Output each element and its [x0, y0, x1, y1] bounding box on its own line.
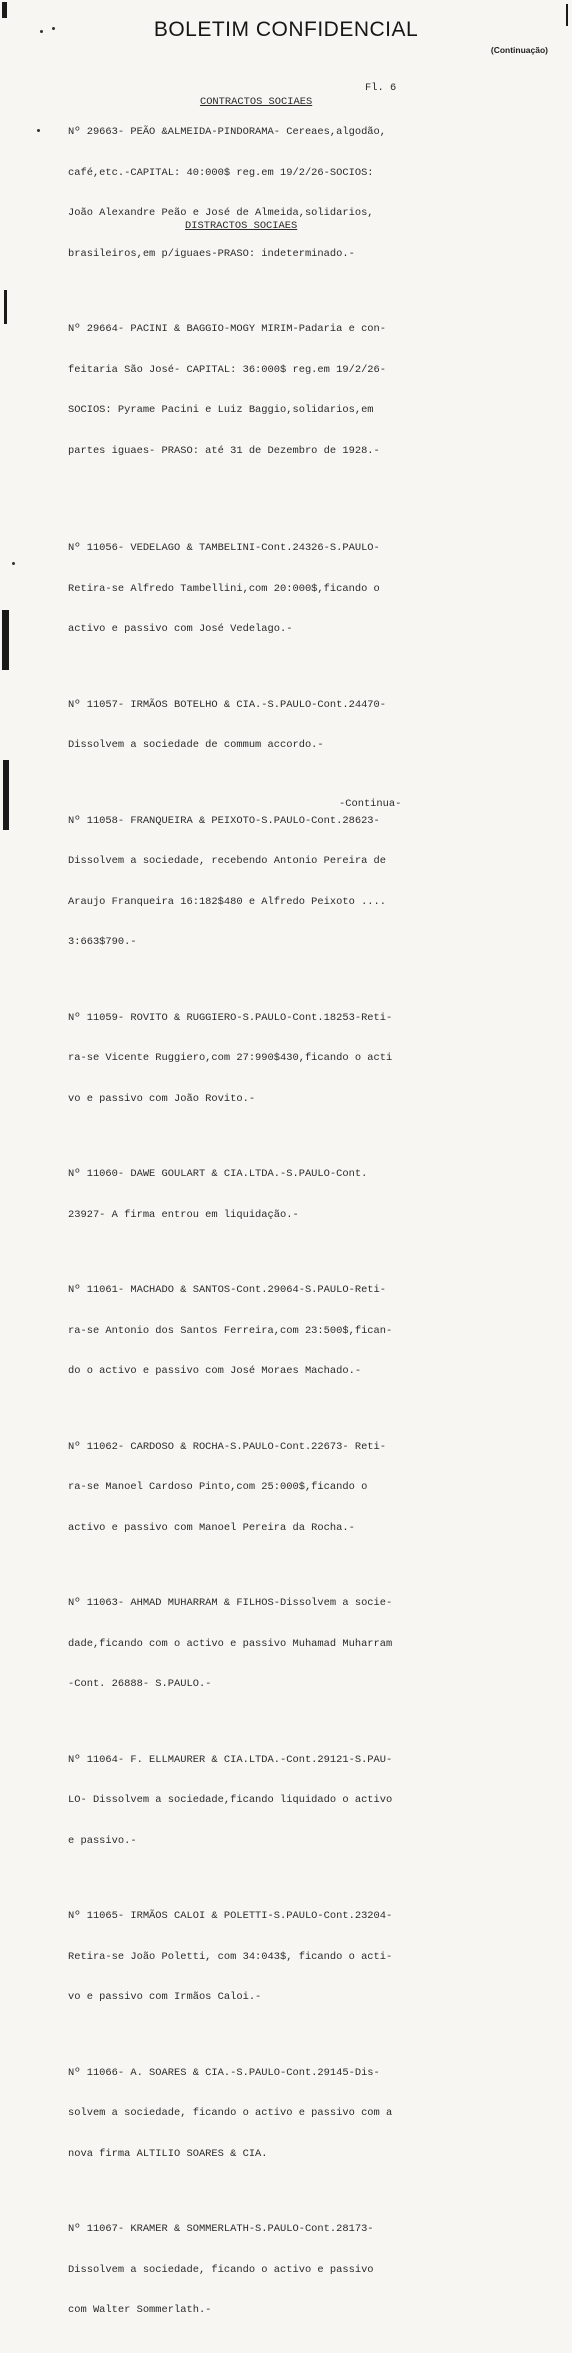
- distract-entry: [68, 788, 548, 977]
- entry-line: Nº 11063- AHMAD MUHARRAM & FILHOS-Dissolvem a socie-: [68, 1597, 393, 1609]
- entry-line: brasileiros,em p/iguaes-PRASO: indeterminado.-: [68, 247, 355, 260]
- distract-entry: [68, 515, 548, 664]
- entry-line: activo e passivo com Manoel Pereira da Rocha.-: [68, 1521, 355, 1534]
- entry-line: feitaria São José- CAPITAL: 36:000$ reg.em 19/2/26-: [68, 363, 387, 376]
- entry-line: do o activo e passivo com José Moraes Machado.-: [68, 1365, 362, 1377]
- entry-line: Dissolvem a sociedade, ficando o activo e passivo: [68, 2263, 374, 2276]
- scan-mark: [4, 290, 7, 324]
- entry-line: Nº 11065- IRMÃOS CALOI & POLETTI-S.PAULO-Cont.23204-: [68, 1910, 393, 1922]
- entry-line: Dissolvem a sociedade, recebendo Antonio Pereira de: [68, 855, 387, 867]
- entry-line: Nº 11060- DAWE GOULART & CIA.LTDA.-S.PAULO-Cont.: [68, 1168, 368, 1180]
- document-body: [68, 99, 548, 2353]
- entry-line: 23927- A firma entrou em liquidação.-: [68, 1208, 299, 1221]
- scan-speck: [37, 129, 40, 132]
- entry-line: Nº 11058- FRANQUEIRA & PEIXOTO-S.PAULO-Cont.28623-: [68, 814, 380, 827]
- scan-speck: [52, 27, 55, 30]
- entry-line: nova firma ALTILIO SOARES & CIA.: [68, 2147, 268, 2160]
- entry-line: Nº 11062- CARDOSO & ROCHA-S.PAULO-Cont.22673- Reti-: [68, 1440, 387, 1453]
- entry-line: partes iguaes- PRASO: até 31 de Dezembro de 1928.-: [68, 444, 380, 457]
- distract-entry: [68, 2196, 548, 2345]
- entry-line: SOCIOS: Pyrame Pacini e Luiz Baggio,solidarios,em: [68, 404, 374, 416]
- entry-line: ra-se Vicente Ruggiero,com 27:990$430,ficando o acti: [68, 1052, 393, 1064]
- entry-line: 3:663$790.-: [68, 936, 137, 948]
- entry-line: com Walter Sommerlath.-: [68, 2304, 212, 2316]
- entry-line: -Cont. 26888- S.PAULO.-: [68, 1678, 212, 1690]
- scan-mark: [566, 4, 568, 26]
- entry-line: activo e passivo com José Vedelago.-: [68, 623, 293, 635]
- scan-mark: [2, 610, 9, 670]
- entry-line: Nº 11066- A. SOARES & CIA.-S.PAULO-Cont.29145-Dis-: [68, 2066, 380, 2079]
- distract-entry: [68, 1141, 548, 1249]
- scan-mark: [3, 760, 9, 830]
- entry-line: Retira-se Alfredo Tambellini,com 20:000$,ficando o: [68, 582, 380, 595]
- entry-line: Nº 11057- IRMÃOS BOTELHO & CIA.-S.PAULO-Cont.24470-: [68, 698, 387, 711]
- entry-line: Nº 11059- ROVITO & RUGGIERO-S.PAULO-Cont.18253-Reti-: [68, 1011, 393, 1024]
- page-title: BOLETIM CONFIDENCIAL: [153, 18, 419, 41]
- entry-line: Nº 11061- MACHADO & SANTOS-Cont.29064-S.PAULO-Reti-: [68, 1284, 387, 1296]
- section-heading-distractos: DISTRACTOS SOCIAES: [185, 220, 298, 232]
- entry-line: solvem a sociedade, ficando o activo e passivo com a: [68, 2107, 393, 2119]
- distract-entry: [68, 1257, 548, 1406]
- distract-entry: [68, 1883, 548, 2032]
- continuation-label: (Continuação): [490, 45, 548, 55]
- entry-line: dade,ficando com o activo e passivo Muhamad Muharram: [68, 1637, 393, 1650]
- distract-entry: [68, 1727, 548, 1876]
- distract-entry: [68, 1414, 548, 1563]
- entry-line: ra-se Manoel Cardoso Pinto,com 25:000$,ficando o: [68, 1481, 368, 1493]
- entry-line: Dissolvem a sociedade de commum accordo.-: [68, 739, 324, 751]
- distract-entry: [68, 2040, 548, 2189]
- entry-line: Nº 29664- PACINI & BAGGIO-MOGY MIRIM-Padaria e con-: [68, 323, 387, 335]
- scan-speck: [12, 562, 15, 565]
- distract-entry: [68, 672, 548, 780]
- entry-line: e passivo.-: [68, 1834, 137, 1847]
- scan-mark: [2, 2, 7, 18]
- entry-line: café,etc.-CAPITAL: 40:000$ reg.em 19/2/26-SOCIOS:: [68, 166, 374, 179]
- entry-line: João Alexandre Peão e José de Almeida,solidarios,: [68, 207, 374, 219]
- entry-line: ra-se Antonio dos Santos Ferreira,com 23:500$,fican-: [68, 1324, 393, 1337]
- scan-speck: [40, 30, 43, 33]
- continues-label: -Continua-: [339, 798, 402, 810]
- page-number-label: Fl. 6: [365, 82, 397, 94]
- contractos-heading-text: CONTRACTOS SOCIAES: [199, 95, 313, 108]
- distract-entry: [68, 985, 548, 1134]
- entry-line: Nº 11067- KRAMER & SOMMERLATH-S.PAULO-Cont.28173-: [68, 2223, 374, 2235]
- entry-line: Nº 11056- VEDELAGO & TAMBELINI-Cont.24326-S.PAULO-: [68, 542, 380, 554]
- entry-line: vo e passivo com João Rovito.-: [68, 1092, 256, 1105]
- contract-entry: [68, 296, 548, 485]
- entry-line: vo e passivo com Irmãos Caloi.-: [68, 1991, 262, 2003]
- entry-line: LO- Dissolvem a sociedade,ficando liquidado o activo: [68, 1794, 393, 1806]
- entry-line: Araujo Franqueira 16:182$480 e Alfredo Peixoto ....: [68, 895, 387, 908]
- entry-line: Retira-se João Poletti, com 34:043$, ficando o acti-: [68, 1950, 393, 1963]
- distract-entry: [68, 1570, 548, 1719]
- contract-entry: [68, 99, 548, 288]
- entry-line: Nº 11064- F. ELLMAURER & CIA.LTDA.-Cont.29121-S.PAU-: [68, 1753, 393, 1766]
- entry-line: Nº 29663- PEÃO &ALMEIDA-PINDORAMA- Cereaes,algodão,: [68, 126, 387, 138]
